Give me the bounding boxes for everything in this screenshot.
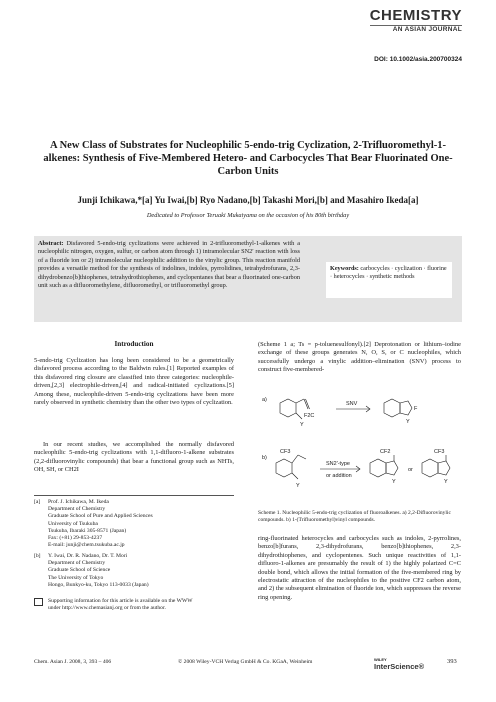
cf2-label: CF2 [380, 449, 391, 455]
scheme-label-b: b) [262, 455, 267, 461]
affiliation-line: Y. Iwai, Dr. R. Nadano, Dr. T. Mori [48, 553, 128, 559]
footer-copyright: © 2008 Wiley-VCH Verlag GmbH & Co. KGaA, Weinheim [178, 659, 313, 665]
doi[interactable]: DOI: 10.1002/asia.200700324 [374, 56, 462, 63]
trifluoromethylvinyl-substrate-structure [276, 455, 306, 479]
arrow-label-sn2-type: SN2′-type [326, 461, 350, 467]
section-heading-introduction: Introduction [114, 340, 154, 348]
intro-paragraph-3: ring-fluorinated heterocycles and carbocycles such as indoles, 2-pyrrolines, benzo[b]furans, 2,3-dihydrofurans, benzo[b]thiophenes, 2,3-dihydrothiophenes, and cyclopentenes. Such unique reactivities of 1,1-difluoro-1-alkenes are presumably the result of 1) the highly polarized C=C double bond, which allows the initial formation of the five-membered ring by electrostatic attraction of the nucleophiles to the positive CF2 carbon atom, and 2) the subsequent elimination of fluoride ion, which suppresses the reverse ring opening. [258, 535, 461, 601]
nucleophile-y-label: Y [392, 479, 396, 485]
intro-paragraph-1: 5-endo-trig Cyclization has long been considered to be a geometrically disfavored process according to the Baldwin rules.[1] Reported examples of this disfavored ring closure are classified into three categories: nucleophile-driven,[2,3] electrophile-driven,[4] and radical-initiated cyclizations.[5] Among these, nucleophile-driven 5-endo-trig cyclizations have been more rarely observed in synthetic chemistry than the other two types of cyclization. [34, 357, 234, 407]
page-number: 393 [447, 658, 457, 665]
affiliation-b-label: [b] [34, 553, 41, 559]
fluorine-label: F [414, 406, 418, 412]
arrow-label-snv: SNV [346, 401, 358, 407]
journal-logo [370, 8, 462, 33]
author-list: Junji Ichikawa,*[a] Yu Iwai,[b] Ryo Nadano,[b] Takashi Mori,[b] and Masahiro Ikeda[a] [77, 195, 419, 205]
supporting-info-icon [34, 598, 43, 606]
arrow-label-addition: or addition [326, 473, 352, 479]
journal-logo-sub: AN ASIAN JOURNAL [392, 26, 462, 33]
supporting-info-line: Supporting information for this article is available on the WWW [48, 598, 193, 604]
f2c-label: F2C [304, 413, 315, 419]
affiliation-line: University of Tsukuba [48, 520, 98, 527]
abstract-body: Disfavored 5-endo-trig cyclizations were achieved in 2-trifluoromethyl-1-alkenes with a nucleophilic nitrogen, oxygen, sulfur, or carbon atom through 1) intramolecular SN2′ reaction with loss of a fluoride ion or 2) intramolecular nucleophilic addition to the vinylic group. This reaction manifold provides a versatile method for the synthesis of indolines, indoles, pyrrolidines, tetrahydrofurans, 2,3-dihydrobenzo[b]thiophenes, tetrahydrothiophenes, and cyclopentanes that bear a fluorinated one-carbon unit such as a difluoromethylene, difluoromethyl, or trifluoromethyl group. [38, 240, 300, 290]
publisher-logo-main: InterScience® [374, 662, 425, 671]
journal-logo-main: CHEMISTRY [369, 7, 462, 24]
supporting-info-note [34, 598, 234, 612]
or-label: or [408, 467, 413, 473]
abstract [38, 240, 300, 290]
intro-paragraph-2-continued: (Scheme 1 a; Ts = p-toluenesulfonyl).[2] Deprotonation or lithium–iodine exchange of these groups generates N, O, S, or C nucleophiles, which successfully undergo a vinylic addition–elimination (SNV) process to construct five-membered- [258, 341, 461, 374]
publisher-logo-top: WILEY [374, 657, 387, 662]
article-title: A New Class of Substrates for Nucleophilic 5-endo-trig Cyclization, 2-Trifluoromethyl-1-alkenes: Synthesis of Five-Membered Hetero- and Carbocycles That Bear Fluorinated One-Carbon Units [43, 140, 453, 177]
affiliation-line: Fax: (+81) 29-853-4237 [48, 535, 103, 542]
affiliation-line: Graduate School of Science [48, 567, 111, 574]
affiliation-a [34, 499, 234, 549]
abstract-label: Abstract: [38, 240, 64, 247]
affiliation-line: The University of Tokyo [48, 574, 104, 581]
nucleophile-y-label: Y [300, 422, 304, 428]
affiliation-email[interactable]: E-mail: junji@chem.tsukuba.ac.jp [48, 542, 125, 549]
nucleophile-y-label: Y [296, 483, 300, 489]
affiliation-line: Prof. J. Ichikawa, M. Ikeda [48, 499, 109, 505]
footnote-divider [34, 495, 234, 496]
footer-citation: Chem. Asian J. 2008, 3, 393 – 406 [34, 659, 112, 665]
affiliation-line: Hongo, Bunkyo-ku, Tokyo 113-0033 (Japan) [48, 581, 149, 588]
publisher-logo[interactable] [374, 657, 424, 671]
cf3-label: CF3 [434, 449, 445, 455]
affiliation-line: Tsukuba, Ibaraki 305-8571 (Japan) [48, 527, 127, 534]
affiliation-a-label: [a] [34, 499, 41, 505]
trifluoromethyl-product-structure [422, 455, 450, 477]
keywords-label: Keywords: [330, 265, 359, 272]
cf3-label: CF3 [280, 449, 291, 455]
supporting-info-link[interactable]: under http://www.chemasianj.org or from the author. [48, 605, 166, 612]
scheme-label-a: a) [262, 397, 267, 403]
affiliation-b [34, 553, 234, 589]
fluoro-heterocycle-product-structure [384, 399, 412, 417]
scheme-caption: Scheme 1. Nucleophilic 5-endo-trig cyclization of fluoroalkenes. a) 2,2-Difluorovinylic compounds. b) 1-(Trifluoromethyl)vinyl compounds. [258, 510, 451, 523]
keywords-list: carbocycles · cyclization · fluorine · heterocycles · synthetic methods [330, 265, 447, 281]
difluoromethylene-product-structure [370, 455, 398, 477]
nucleophile-y-label: Y [444, 479, 448, 485]
affiliation-line: Graduate School of Pure and Applied Sciences [48, 513, 153, 520]
intro-paragraph-2: In our recent studies, we accomplished the normally disfavored nucleophilic 5-endo-trig cyclizations with 1,1-difluoro-1-alkene substrates (2,2-difluorovinylic compounds) that bear a functional group such as NHTs, OH, SH, or CH2I [34, 441, 234, 474]
affiliation-line: Department of Chemistry [48, 560, 106, 567]
nucleophile-y-label: Y [406, 419, 410, 425]
keywords [330, 265, 450, 281]
scheme-1-figure [258, 389, 461, 509]
dedication: Dedicated to Professor Teruaki Mukaiyama on the occasion of his 80th birthday [146, 212, 350, 219]
affiliation-line: Department of Chemistry [48, 506, 106, 513]
